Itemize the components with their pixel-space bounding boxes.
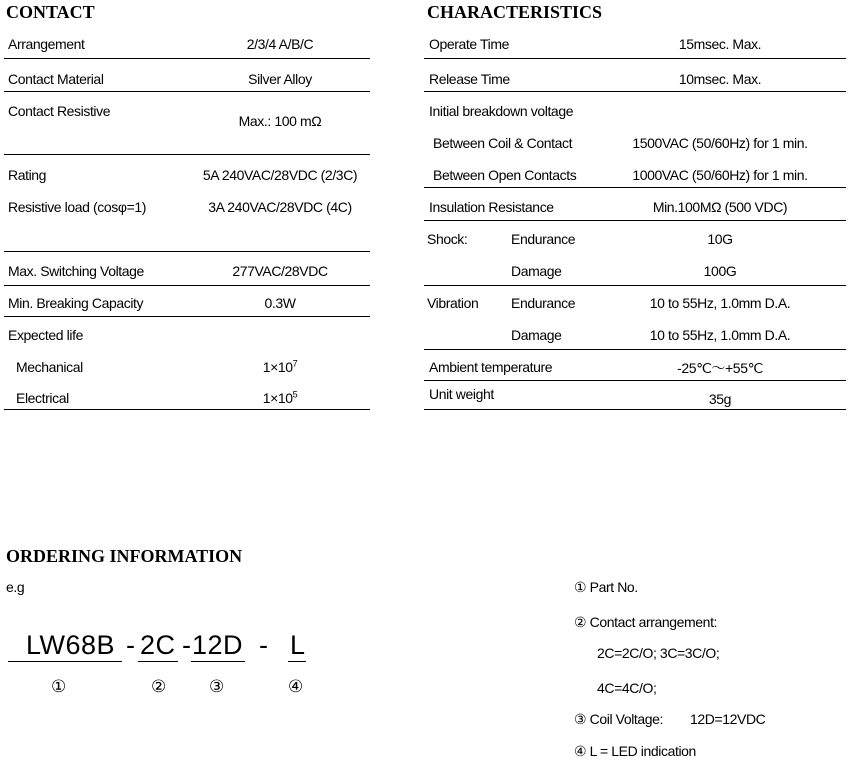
shock-endurance-label: Endurance [511, 231, 576, 247]
ambient-label: Ambient temperature [429, 359, 553, 375]
max-voltage-value: 277VAC/28VDC [232, 263, 328, 279]
material-label: Contact Material [8, 71, 104, 87]
resistive-load-value: 3A 240VAC/28VDC (4C) [208, 199, 352, 215]
operate-value: 15msec. Max. [678, 36, 762, 52]
operate-label: Operate Time [429, 36, 510, 52]
weight-value: 35g [708, 391, 732, 407]
resistive-load-label: Resistive load (cosφ=1) [8, 199, 146, 215]
legend-contact-arrangement-detail: 2C=2C/O; 3C=3C/O; [597, 645, 720, 661]
ordering-heading: ORDERING INFORMATION [6, 546, 243, 566]
min-capacity-value: 0.3W [264, 295, 296, 311]
divider [424, 58, 846, 59]
divider [424, 409, 846, 410]
contact-heading: CONTACT [6, 2, 95, 22]
min-capacity-label: Min. Breaking Capacity [8, 295, 144, 311]
vibration-damage-value: 10 to 55Hz, 1.0mm D.A. [649, 327, 791, 343]
legend-coil-voltage-value: 12D=12VDC [690, 711, 766, 727]
code-underline [191, 661, 245, 662]
electrical-value: $1\times 10^5$ [262, 389, 298, 406]
code-underline [138, 661, 178, 662]
arrangement-value: 2/3/4 A/B/C [246, 36, 314, 52]
divider [4, 91, 370, 92]
expected-life-label: Expected life [8, 327, 83, 343]
release-value: 10msec. Max. [678, 71, 762, 87]
legend-coil-voltage-label: ③ Coil Voltage: [574, 711, 664, 727]
code-part: LW68B [26, 630, 116, 660]
divider [4, 58, 370, 59]
code-underline [8, 661, 122, 662]
divider [4, 251, 370, 252]
divider [424, 187, 846, 188]
coil-contact-label: Between Coil & Contact [433, 135, 573, 151]
shock-endurance-value: 10G [707, 231, 733, 247]
rating-value: 5A 240VAC/28VDC (2/3C) [202, 167, 358, 183]
material-value: Silver Alloy [248, 71, 312, 87]
mechanical-value: $1\times 10^7$ [262, 358, 298, 375]
shock-damage-value: 100G [703, 263, 737, 279]
marker-1: ① [51, 677, 67, 697]
legend-part-no: ① Part No. [574, 579, 638, 595]
breakdown-label: Initial breakdown voltage [429, 103, 574, 119]
rating-label: Rating [8, 167, 47, 183]
insulation-value: Min.100MΩ (500 VDC) [652, 199, 788, 215]
shock-damage-label: Damage [511, 263, 562, 279]
code-led: L [290, 630, 306, 660]
vibration-damage-label: Damage [511, 327, 562, 343]
divider [424, 380, 846, 381]
shock-label: Shock: [427, 231, 468, 247]
marker-4: ④ [288, 677, 304, 697]
resistive-value: Max.: 100 mΩ [238, 113, 322, 129]
ambient-value: -25℃～+55℃ [677, 360, 763, 376]
coil-contact-value: 1500VAC (50/60Hz) for 1 min. [632, 135, 808, 151]
electrical-label: Electrical [16, 390, 69, 406]
divider [4, 154, 370, 155]
divider [4, 285, 370, 286]
vibration-endurance-label: Endurance [511, 295, 576, 311]
divider [4, 316, 370, 317]
legend-led-indication: ④ L = LED indication [574, 743, 696, 759]
divider [424, 349, 846, 350]
resistive-label: Contact Resistive [8, 103, 111, 119]
divider [4, 409, 370, 410]
code-coil: 12D [192, 630, 244, 660]
code-underline [288, 661, 306, 662]
open-contacts-value: 1000VAC (50/60Hz) for 1 min. [632, 167, 808, 183]
code-separator: - [259, 630, 269, 660]
mechanical-label: Mechanical [16, 359, 83, 375]
divider [424, 91, 846, 92]
vibration-label: Vibration [427, 295, 479, 311]
marker-3: ③ [209, 677, 225, 697]
release-label: Release Time [429, 71, 510, 87]
legend-contact-arrangement-detail: 4C=4C/O; [597, 680, 657, 696]
characteristics-heading: CHARACTERISTICS [427, 2, 603, 22]
code-contact: 2C [140, 630, 176, 660]
divider [424, 285, 846, 286]
vibration-endurance-value: 10 to 55Hz, 1.0mm D.A. [649, 295, 791, 311]
marker-2: ② [151, 677, 167, 697]
open-contacts-label: Between Open Contacts [433, 167, 577, 183]
max-voltage-label: Max. Switching Voltage [8, 263, 144, 279]
insulation-label: Insulation Resistance [429, 199, 554, 215]
eg-label: e.g [6, 579, 25, 595]
arrangement-label: Arrangement [8, 36, 85, 52]
code-separator: - [182, 630, 192, 660]
divider [424, 220, 846, 221]
legend-contact-arrangement: ② Contact arrangement: [574, 614, 718, 630]
weight-label: Unit weight [429, 386, 494, 402]
code-separator: - [126, 630, 136, 660]
